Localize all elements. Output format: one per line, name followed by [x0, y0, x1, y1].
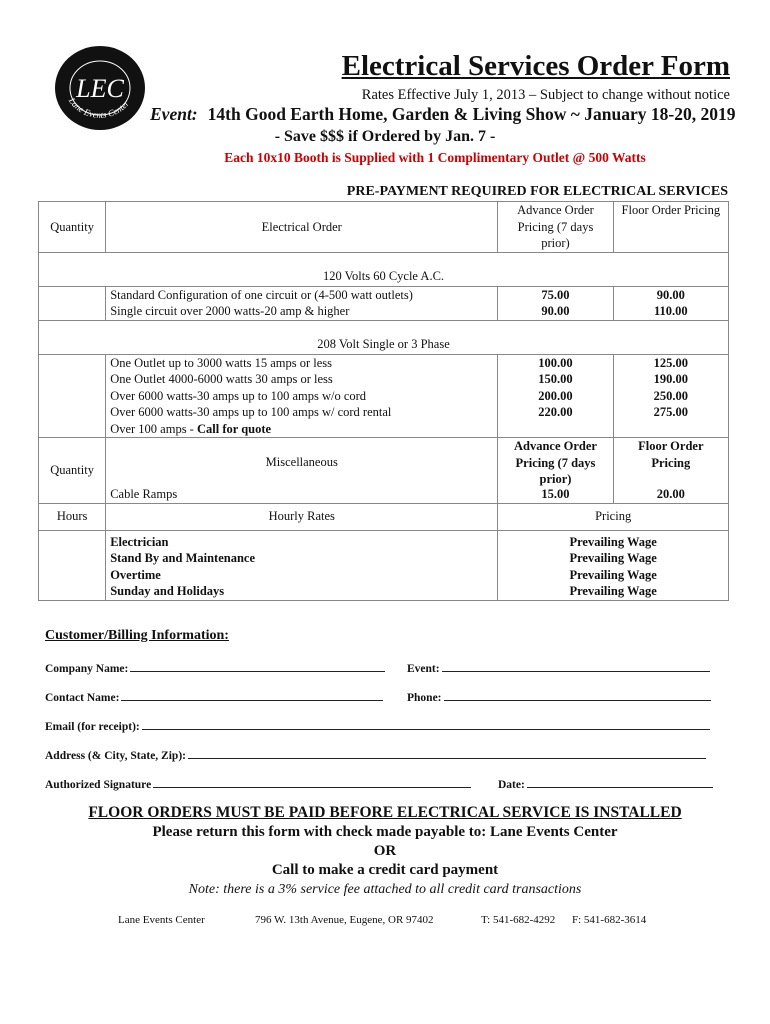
misc-advance-header: Advance Order Pricing (7 days prior): [513, 439, 597, 486]
advance-price: 220.00: [538, 405, 573, 419]
return-instructions: Please return this form with check made payable to: Lane Events Center: [152, 824, 618, 840]
hourly-item: Sunday and Holidays: [110, 584, 225, 598]
event-field: Event:: [407, 660, 710, 675]
hourly-price: Prevailing Wage: [569, 534, 657, 549]
section-120-row: [39, 252, 729, 286]
pricing-header: Pricing: [498, 503, 729, 530]
hourly-item: Overtime: [110, 567, 161, 582]
event-label: Event:: [150, 104, 198, 124]
section-120: 120 Volts 60 Cycle A.C.: [39, 252, 729, 286]
item-120-0: Standard Configuration of one circuit or (4-500 watt outlets): [110, 287, 413, 302]
floor-orders-notice: FLOOR ORDERS MUST BE PAID BEFORE ELECTRICAL SERVICE IS INSTALLED: [88, 804, 682, 821]
floor-price: 275.00: [653, 405, 688, 419]
floor-price: 250.00: [653, 388, 688, 403]
misc-header: Miscellaneous: [265, 455, 338, 469]
save-note: - Save $$$ if Ordered by Jan. 7 -: [274, 128, 496, 145]
lane-events-center-logo: [54, 45, 146, 131]
section-208-row: [39, 320, 729, 354]
hourly-price: Prevailing Wage: [569, 551, 657, 565]
advance-price: 100.00: [538, 355, 573, 370]
floor-price: 110.00: [653, 304, 688, 318]
address-field: Address (& City, State, Zip):: [45, 747, 706, 762]
rates-table: [38, 201, 729, 601]
order-header: Electrical Order: [106, 202, 498, 253]
cable-ramps-advance: 15.00: [541, 487, 570, 501]
advance-price: 75.00: [541, 287, 570, 302]
footer-org: Lane Events Center: [118, 914, 205, 926]
cable-ramps-floor: 20.00: [656, 487, 685, 501]
hourly-item: Stand By and Maintenance: [110, 551, 256, 565]
hourly-item: Electrician: [110, 534, 169, 549]
booth-note: Each 10x10 Booth is Supplied with 1 Complimentary Outlet @ 500 Watts: [224, 150, 646, 165]
floor-price: 125.00: [653, 355, 688, 370]
company-field: Company Name:: [45, 660, 385, 675]
date-input[interactable]: [527, 776, 713, 788]
misc-floor-header: Floor Order Pricing: [638, 439, 704, 470]
signature-input[interactable]: [153, 776, 471, 788]
hourly-items-row: [39, 530, 729, 600]
phone-field: Phone:: [407, 689, 711, 704]
footer-fax: F: 541-682-3614: [572, 914, 647, 926]
advance-price: 200.00: [538, 388, 573, 403]
logo-initials: LEC: [76, 74, 124, 103]
event-line: [150, 104, 735, 125]
footer-address: 796 W. 13th Avenue, Eugene, OR 97402: [255, 914, 434, 926]
advance-price: 150.00: [538, 372, 573, 386]
misc-header-row: [39, 438, 729, 504]
hours-header: Hours: [39, 503, 106, 530]
advance-price: 90.00: [541, 304, 570, 318]
email-input[interactable]: [142, 718, 710, 730]
hours-header-row: [39, 503, 729, 530]
form-title: Electrical Services Order Form: [341, 50, 730, 82]
rates-note: Rates Effective July 1, 2013 – Subject to change without notice: [361, 87, 730, 103]
phone-input[interactable]: [444, 689, 711, 701]
item-208-0: One Outlet up to 3000 watts 15 amps or less: [110, 355, 333, 370]
event-name: 14th Good Earth Home, Garden & Living Show ~ January 18-20, 2019: [207, 104, 736, 124]
address-input[interactable]: [188, 747, 706, 759]
items-120-row: [39, 286, 729, 320]
event-input[interactable]: [442, 660, 710, 672]
item-208-3: Over 6000 watts-30 amps up to 100 amps w/ cord rental: [110, 405, 392, 419]
logo-ring-text: Lane Events Center: [66, 95, 131, 120]
items-208-row: [39, 354, 729, 438]
cable-ramps: Cable Ramps: [110, 487, 178, 501]
floor-price: 190.00: [653, 372, 688, 386]
floor-price: 90.00: [656, 287, 685, 302]
misc-quantity-header: Quantity: [39, 438, 106, 504]
call-for-quote: Call for quote: [196, 421, 272, 436]
hourly-price: Prevailing Wage: [569, 584, 657, 598]
item-208-2: Over 6000 watts-30 amps up to 100 amps w/o cord: [110, 388, 367, 403]
advance-header: Advance Order Pricing (7 days prior): [498, 202, 613, 253]
item-120-1: Single circuit over 2000 watts-20 amp & higher: [110, 304, 350, 318]
contact-field: Contact Name:: [45, 689, 383, 704]
qty-cell: [39, 354, 106, 438]
contact-input[interactable]: [121, 689, 383, 701]
company-input[interactable]: [130, 660, 385, 672]
email-field: Email (for receipt):: [45, 718, 710, 733]
item-208-4: Over 100 amps - Call for quote: [110, 421, 272, 436]
credit-card-instructions: Call to make a credit card payment: [271, 862, 499, 878]
floor-header: Floor Order Pricing: [613, 202, 728, 253]
date-field: Date:: [498, 776, 713, 791]
qty-cell: [39, 286, 106, 320]
table-header-row: [39, 202, 729, 253]
prepayment-note: PRE-PAYMENT REQUIRED FOR ELECTRICAL SERVICES: [346, 184, 728, 199]
section-208: 208 Volt Single or 3 Phase: [39, 320, 729, 354]
hourly-header: Hourly Rates: [106, 503, 498, 530]
or-separator: OR: [373, 843, 397, 859]
hourly-price: Prevailing Wage: [569, 567, 657, 582]
item-208-1: One Outlet 4000-6000 watts 30 amps or less: [110, 372, 333, 386]
quantity-header: Quantity: [39, 202, 106, 253]
billing-heading: Customer/Billing Information:: [45, 628, 229, 643]
service-fee-note: Note: there is a 3% service fee attached to all credit card transactions: [188, 882, 582, 897]
signature-field: Authorized Signature: [45, 776, 471, 791]
footer-phone: T: 541-682-4292: [481, 914, 556, 926]
